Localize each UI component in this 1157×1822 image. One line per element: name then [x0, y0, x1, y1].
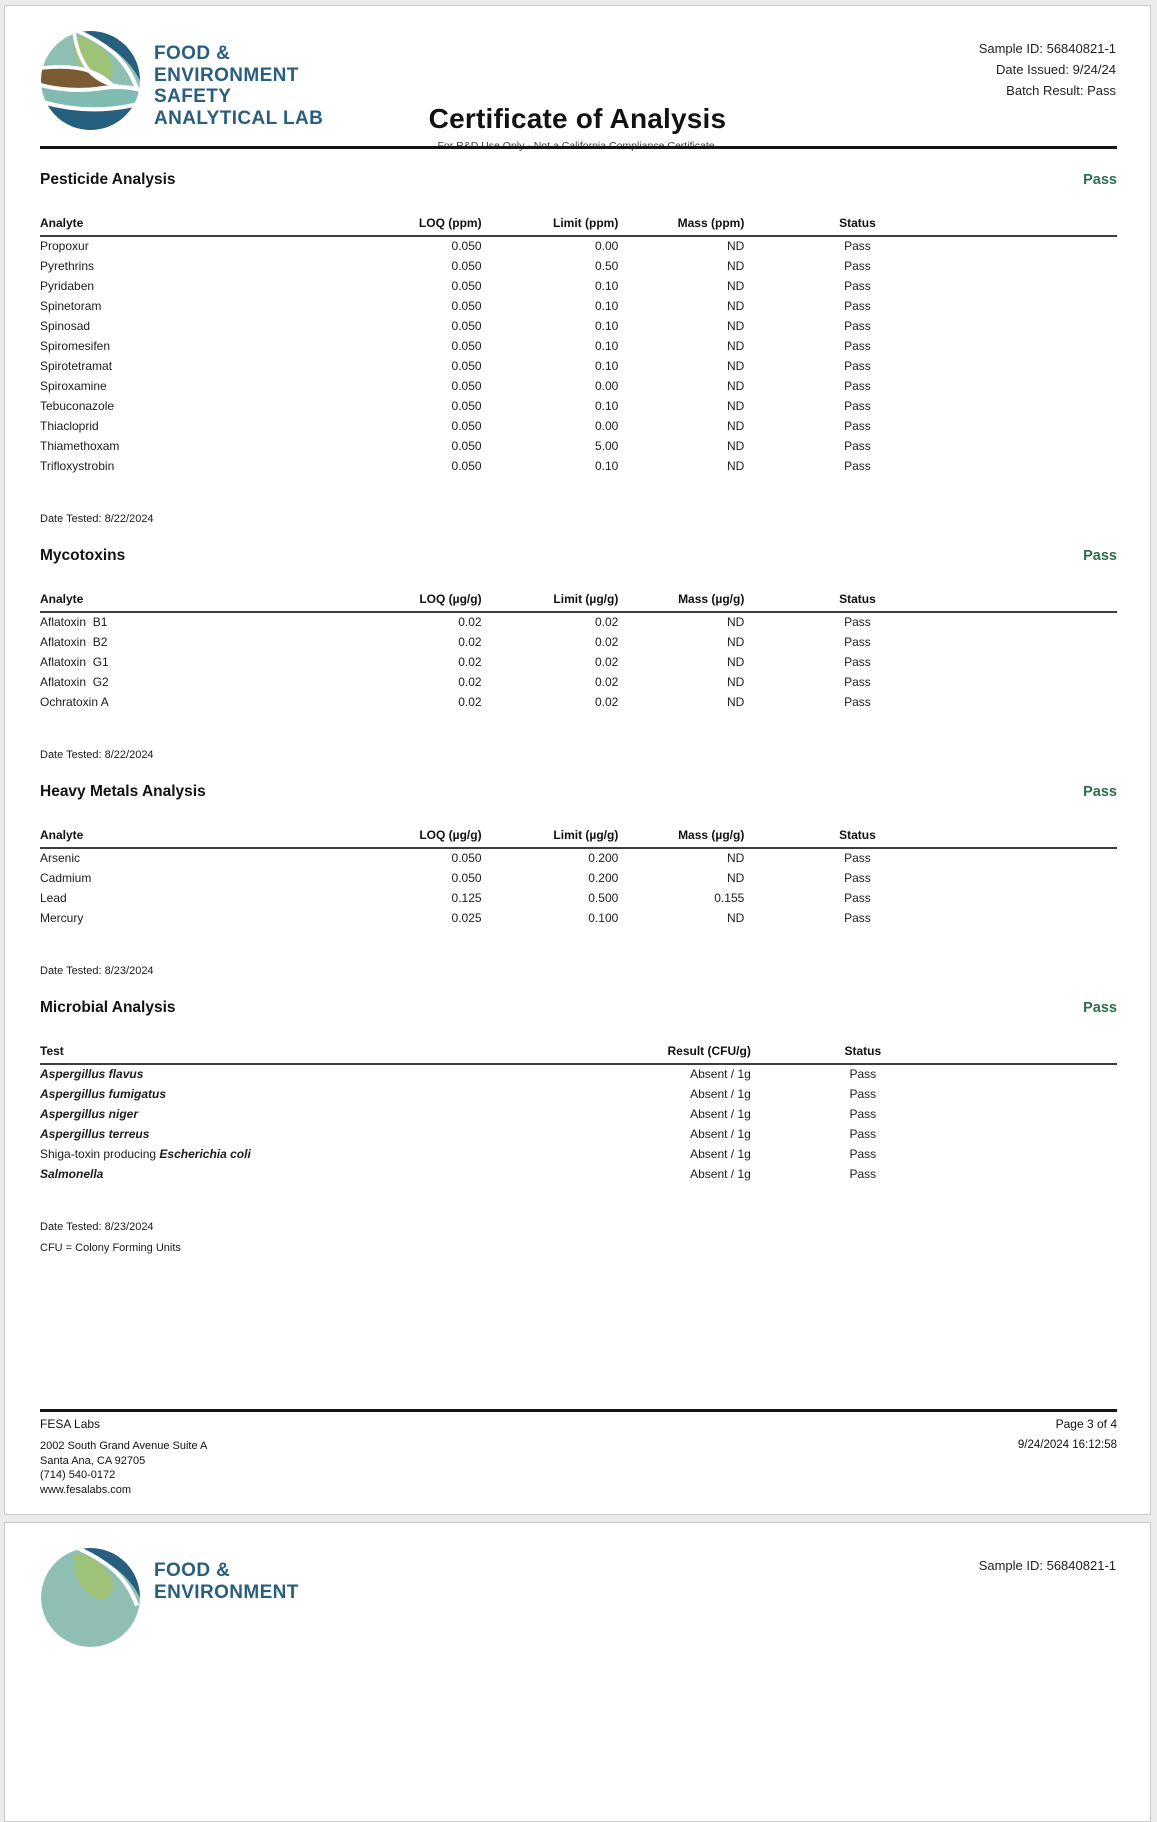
report-header-next [5, 1523, 1150, 1666]
table-cell: Pass [844, 339, 871, 353]
table-cell: 0.02 [458, 675, 482, 689]
table-row [40, 1125, 1117, 1145]
table-cell: 0.02 [594, 635, 619, 649]
lab-logo-icon [40, 1547, 141, 1648]
table-cell [970, 357, 1117, 377]
table-cell: Pass [844, 891, 871, 905]
table-row [40, 357, 1117, 377]
microbial-table [40, 1044, 1117, 1185]
table-cell: 0.10 [594, 359, 619, 373]
table-cell: 0.10 [594, 339, 619, 353]
logo-line: ANALYTICAL LAB [154, 107, 324, 129]
table-cell: 0.10 [594, 459, 619, 473]
table-cell: Pass [844, 419, 871, 433]
address-line: (714) 540-0172 [40, 1469, 116, 1481]
column-header [970, 216, 1117, 236]
table-cell: Aflatoxin G1 [40, 655, 109, 669]
table-cell: Mercury [40, 911, 84, 925]
logo-line: FOOD & [154, 1560, 231, 1581]
table-cell [40, 1064, 632, 1085]
header-divider [40, 146, 1117, 149]
column-header: Limit (µg/g) [482, 592, 619, 612]
table-cell: ND [726, 379, 745, 393]
section-title: Microbial Analysis [40, 999, 176, 1016]
table-cell [970, 317, 1117, 337]
footer-lab-name: FESA Labs [40, 1417, 101, 1431]
table-cell: Pass [849, 1087, 877, 1101]
table-cell: Pass [844, 851, 871, 865]
column-header: Mass (µg/g) [618, 592, 744, 612]
table-cell: Pass [849, 1107, 877, 1121]
table-cell: 0.050 [451, 871, 482, 885]
pesticide-table [40, 216, 1117, 477]
table-cell: Absent / 1g [690, 1127, 751, 1141]
table-cell: 0.155 [714, 891, 745, 905]
table-cell: Spiroxamine [40, 379, 107, 393]
column-header [970, 828, 1117, 848]
table-cell: ND [726, 655, 745, 669]
table-row [40, 673, 1117, 693]
table-cell: Pass [849, 1127, 877, 1141]
batch-result: Batch Result: Pass [1006, 83, 1116, 98]
footer-lab-block [40, 1412, 207, 1497]
table-cell: 0.050 [451, 459, 482, 473]
table-cell: Pass [844, 239, 871, 253]
table-row [40, 1145, 1117, 1165]
table-cell: Absent / 1g [690, 1167, 751, 1181]
table-row [40, 1165, 1117, 1185]
table-row [40, 869, 1117, 889]
table-cell: Aflatoxin B1 [40, 615, 108, 629]
column-header: LOQ (µg/g) [417, 592, 482, 612]
table-cell: 0.02 [458, 695, 482, 709]
print-timestamp: 9/24/2024 16:12:58 [1017, 1439, 1117, 1451]
table-row [40, 1105, 1117, 1125]
table-cell [970, 633, 1117, 653]
logo-line: FOOD & [154, 43, 231, 64]
table-cell: Pass [844, 655, 871, 669]
table-cell: ND [726, 359, 745, 373]
logo-line: SAFETY [154, 86, 232, 107]
table-cell: Pass [844, 635, 871, 649]
table-cell: 0.050 [451, 419, 482, 433]
table-cell [970, 612, 1117, 633]
column-header: Limit (ppm) [482, 216, 619, 236]
table-cell: 0.02 [458, 635, 482, 649]
table-cell: Absent / 1g [690, 1087, 751, 1101]
organism-name: Aspergillus niger [40, 1107, 139, 1121]
table-cell [970, 417, 1117, 437]
table-cell [970, 673, 1117, 693]
table-row [40, 437, 1117, 457]
table-cell: 0.10 [594, 399, 619, 413]
table-cell: Aflatoxin G2 [40, 675, 109, 689]
table-row [40, 889, 1117, 909]
table-cell: 0.100 [588, 911, 619, 925]
date-tested: Date Tested: 8/22/2024 [40, 513, 154, 525]
column-header [970, 592, 1117, 612]
table-cell: 0.050 [451, 439, 482, 453]
table-cell: Trifloxystrobin [40, 459, 115, 473]
organism-name: Aspergillus flavus [40, 1067, 144, 1081]
table-row [40, 457, 1117, 477]
table-cell: 0.02 [594, 655, 619, 669]
table-cell [970, 377, 1117, 397]
footer-page-block [1018, 1412, 1117, 1497]
table-cell [970, 257, 1117, 277]
table-row [40, 397, 1117, 417]
section-pesticide-analysis [40, 149, 1117, 189]
section-title: Heavy Metals Analysis [40, 783, 206, 800]
heavy-metals-table [40, 828, 1117, 929]
table-cell: ND [726, 259, 745, 273]
sample-id: Sample ID: 56840821-1 [978, 1558, 1116, 1573]
table-cell: Pass [844, 299, 871, 313]
table-cell [970, 653, 1117, 673]
table-cell: Lead [40, 891, 67, 905]
organism-name: Aspergillus terreus [40, 1127, 150, 1141]
table-cell [40, 1165, 632, 1185]
table-cell: Pass [844, 319, 871, 333]
table-cell [40, 1085, 632, 1105]
section-status-badge: Pass [1083, 172, 1117, 188]
column-header [975, 1044, 1117, 1064]
date-issued: Date Issued: 9/24/24 [996, 62, 1116, 77]
organism-name: Salmonella [40, 1167, 104, 1181]
column-header: Limit (µg/g) [482, 828, 619, 848]
table-row [40, 612, 1117, 633]
table-cell [970, 437, 1117, 457]
logo-line: ENVIRONMENT [154, 1581, 299, 1603]
table-cell: Spinosad [40, 319, 91, 333]
table-cell: 0.500 [588, 891, 619, 905]
date-tested: Date Tested: 8/23/2024 [40, 1221, 154, 1233]
table-row [40, 909, 1117, 929]
table-cell: 5.00 [594, 439, 619, 453]
table-cell: ND [726, 871, 745, 885]
column-header: Status [744, 828, 970, 848]
table-cell: 0.050 [451, 851, 482, 865]
table-cell: 0.050 [451, 299, 482, 313]
footer-address [40, 1439, 207, 1497]
section-mycotoxins [40, 525, 1117, 565]
table-cell: Absent / 1g [690, 1147, 751, 1161]
table-cell: 0.050 [451, 239, 482, 253]
table-cell [40, 1105, 632, 1125]
table-cell: 0.02 [594, 615, 619, 629]
table-cell: 0.10 [594, 319, 619, 333]
table-cell: Ochratoxin A [40, 695, 109, 709]
section-title: Mycotoxins [40, 547, 126, 564]
table-cell: 0.50 [594, 259, 619, 273]
table-cell: Pass [849, 1067, 877, 1081]
section-status-badge: Pass [1083, 548, 1117, 564]
column-header: Mass (ppm) [618, 216, 744, 236]
table-row [40, 337, 1117, 357]
table-cell: Pass [844, 615, 871, 629]
section-status-badge: Pass [1083, 1000, 1117, 1016]
column-header: LOQ (µg/g) [417, 828, 482, 848]
table-cell: 0.02 [594, 675, 619, 689]
column-header: Result (CFU/g) [632, 1044, 750, 1064]
document-page-3 [4, 5, 1151, 1515]
table-cell: ND [726, 851, 745, 865]
table-cell: Pass [844, 379, 871, 393]
table-cell: Pyrethrins [40, 259, 95, 273]
column-header: Status [744, 216, 970, 236]
table-cell: Tebuconazole [40, 399, 115, 413]
table-cell: Propoxur [40, 239, 89, 253]
table-cell: Cadmium [40, 871, 92, 885]
table-cell: 0.00 [594, 419, 619, 433]
lab-logo-wordmark [154, 1560, 299, 1648]
table-cell: 0.10 [594, 299, 619, 313]
table-cell: 0.200 [588, 851, 619, 865]
date-tested: Date Tested: 8/22/2024 [40, 749, 154, 761]
table-row [40, 317, 1117, 337]
table-row [40, 277, 1117, 297]
column-header: Status [744, 592, 970, 612]
table-cell: Thiacloprid [40, 419, 99, 433]
sample-id: Sample ID: 56840821-1 [978, 41, 1116, 56]
table-cell [970, 236, 1117, 257]
table-cell: Pass [849, 1167, 877, 1181]
table-cell: 0.050 [451, 359, 482, 373]
table-cell [975, 1105, 1117, 1125]
table-cell: Pass [844, 459, 871, 473]
table-cell: Pass [844, 871, 871, 885]
table-cell: Arsenic [40, 851, 81, 865]
table-cell [975, 1085, 1117, 1105]
table-cell: Pass [844, 911, 871, 925]
table-cell: Pass [849, 1147, 877, 1161]
address-line: 2002 South Grand Avenue Suite A [40, 1440, 208, 1452]
table-cell: 0.025 [451, 911, 482, 925]
table-cell [975, 1064, 1117, 1085]
table-cell: Spiromesifen [40, 339, 111, 353]
table-cell: ND [726, 239, 745, 253]
test-name-text: Shiga-toxin producing [40, 1147, 160, 1161]
report-header [5, 6, 1150, 149]
table-cell [970, 693, 1117, 713]
table-cell: Spirotetramat [40, 359, 113, 373]
table-row [40, 417, 1117, 437]
table-cell: ND [726, 319, 745, 333]
table-row [40, 236, 1117, 257]
table-cell: ND [726, 399, 745, 413]
table-cell: ND [726, 419, 745, 433]
table-cell: Pass [844, 439, 871, 453]
table-cell: 0.02 [458, 615, 482, 629]
table-row [40, 633, 1117, 653]
table-cell: 0.050 [451, 399, 482, 413]
column-header: Test [40, 1044, 632, 1064]
sample-meta [979, 1555, 1116, 1576]
sample-meta [979, 38, 1116, 101]
table-cell: ND [726, 299, 745, 313]
table-row [40, 653, 1117, 673]
table-cell: Absent / 1g [690, 1067, 751, 1081]
column-header: Analyte [40, 216, 417, 236]
column-header: Analyte [40, 592, 417, 612]
mycotoxins-table [40, 592, 1117, 713]
table-cell [970, 869, 1117, 889]
table-cell: ND [726, 675, 745, 689]
table-cell [970, 457, 1117, 477]
table-cell: ND [726, 615, 745, 629]
table-cell: ND [726, 439, 745, 453]
table-cell: Pass [844, 279, 871, 293]
table-cell [970, 909, 1117, 929]
table-cell: 0.02 [458, 655, 482, 669]
section-heavy-metals [40, 761, 1117, 801]
table-cell [970, 297, 1117, 317]
table-cell: 0.050 [451, 339, 482, 353]
table-row [40, 1085, 1117, 1105]
table-cell: Aflatoxin B2 [40, 635, 108, 649]
table-row [40, 377, 1117, 397]
column-header: Status [751, 1044, 975, 1064]
table-row [40, 1064, 1117, 1085]
table-cell: 0.02 [594, 695, 619, 709]
table-cell: 0.00 [594, 239, 619, 253]
table-cell: Pass [844, 399, 871, 413]
table-row [40, 693, 1117, 713]
table-cell [970, 889, 1117, 909]
table-cell: Pyridaben [40, 279, 95, 293]
table-cell: ND [726, 279, 745, 293]
table-cell [975, 1145, 1117, 1165]
table-cell [40, 1125, 632, 1145]
date-tested: Date Tested: 8/23/2024 [40, 965, 154, 977]
cfu-footnote: CFU = Colony Forming Units [40, 1242, 181, 1254]
table-cell: Pass [844, 695, 871, 709]
section-title: Pesticide Analysis [40, 171, 176, 188]
column-header: LOQ (ppm) [417, 216, 482, 236]
table-row [40, 848, 1117, 869]
table-cell: ND [726, 695, 745, 709]
table-cell: 0.00 [594, 379, 619, 393]
column-header: Analyte [40, 828, 417, 848]
column-header: Mass (µg/g) [618, 828, 744, 848]
table-cell: 0.050 [451, 259, 482, 273]
table-cell: Spinetoram [40, 299, 102, 313]
table-cell [40, 1145, 632, 1165]
table-cell: 0.125 [451, 891, 482, 905]
logo-line: ENVIRONMENT [154, 64, 299, 86]
section-microbial [40, 977, 1117, 1017]
table-cell [970, 277, 1117, 297]
table-cell: Thiamethoxam [40, 439, 120, 453]
table-cell [970, 337, 1117, 357]
table-cell: Pass [844, 259, 871, 273]
table-cell [975, 1125, 1117, 1145]
table-cell: Pass [844, 675, 871, 689]
report-footer [40, 1409, 1117, 1497]
organism-name: Escherichia coli [159, 1147, 251, 1161]
lab-logo [40, 1547, 299, 1648]
table-cell [975, 1165, 1117, 1185]
table-row [40, 297, 1117, 317]
table-cell: 0.10 [594, 279, 619, 293]
address-line: Santa Ana, CA 92705 [40, 1454, 146, 1467]
website-url: www.fesalabs.com [40, 1483, 132, 1496]
table-cell: ND [726, 459, 745, 473]
table-cell: ND [726, 635, 745, 649]
page-number: Page 3 of 4 [1055, 1417, 1117, 1431]
table-cell: ND [726, 911, 745, 925]
table-cell: Pass [844, 359, 871, 373]
table-cell: ND [726, 339, 745, 353]
table-cell: 0.050 [451, 279, 482, 293]
table-cell: 0.200 [588, 871, 619, 885]
document-page-4 [4, 1522, 1151, 1822]
document-title: Certificate of Analysis [428, 103, 727, 134]
table-cell: 0.050 [451, 379, 482, 393]
section-status-badge: Pass [1083, 784, 1117, 800]
organism-name: Aspergillus fumigatus [40, 1087, 167, 1101]
table-cell: Absent / 1g [690, 1107, 751, 1121]
table-cell: 0.050 [451, 319, 482, 333]
table-cell [970, 848, 1117, 869]
table-row [40, 257, 1117, 277]
table-cell [970, 397, 1117, 417]
